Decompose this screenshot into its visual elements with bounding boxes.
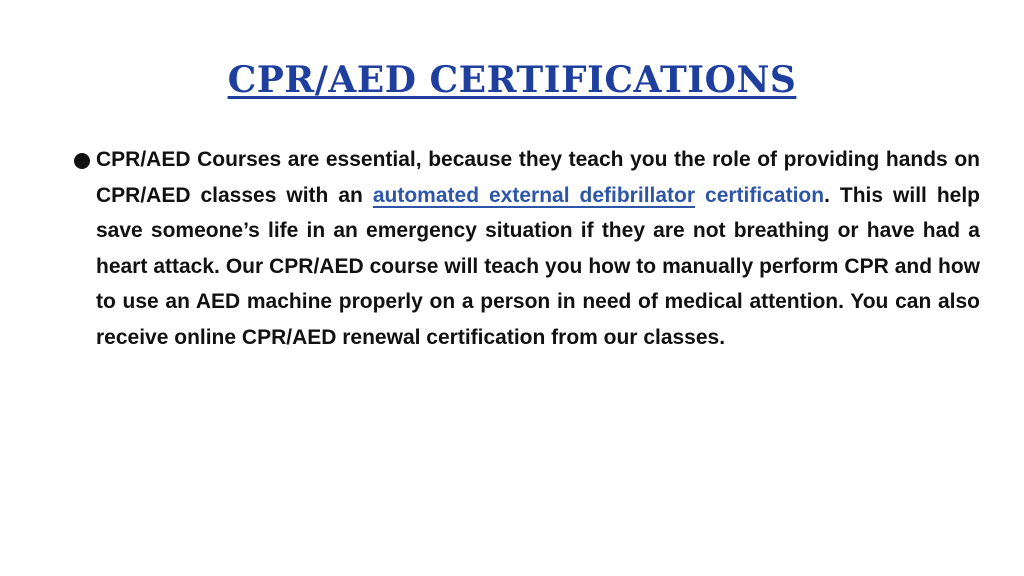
slide-title-text: CPR/AED CERTIFICATIONS (227, 59, 797, 101)
certification-link[interactable]: certification (705, 183, 825, 207)
aed-link[interactable]: automated external defibrillator (372, 183, 696, 207)
paragraph-text-before-link: CPR/AED Courses are essential, because they teach you the role of providing hands on CPR/AED classes with an (96, 148, 980, 207)
link-space (695, 184, 705, 207)
bullet-dot (74, 153, 90, 169)
bullet-paragraph (96, 142, 980, 355)
slide-title (0, 56, 1024, 104)
paragraph-text-after-link: . This will help save someone’s life in an emergency situation if they are not breathing or have had a heart attack. Our CPR/AED course will teach you how to manually perform CPR and how to use an AED machine properly on a person in need of medical attention. You can also receive online CPR/AED renewal certification from our classes. (96, 183, 981, 349)
